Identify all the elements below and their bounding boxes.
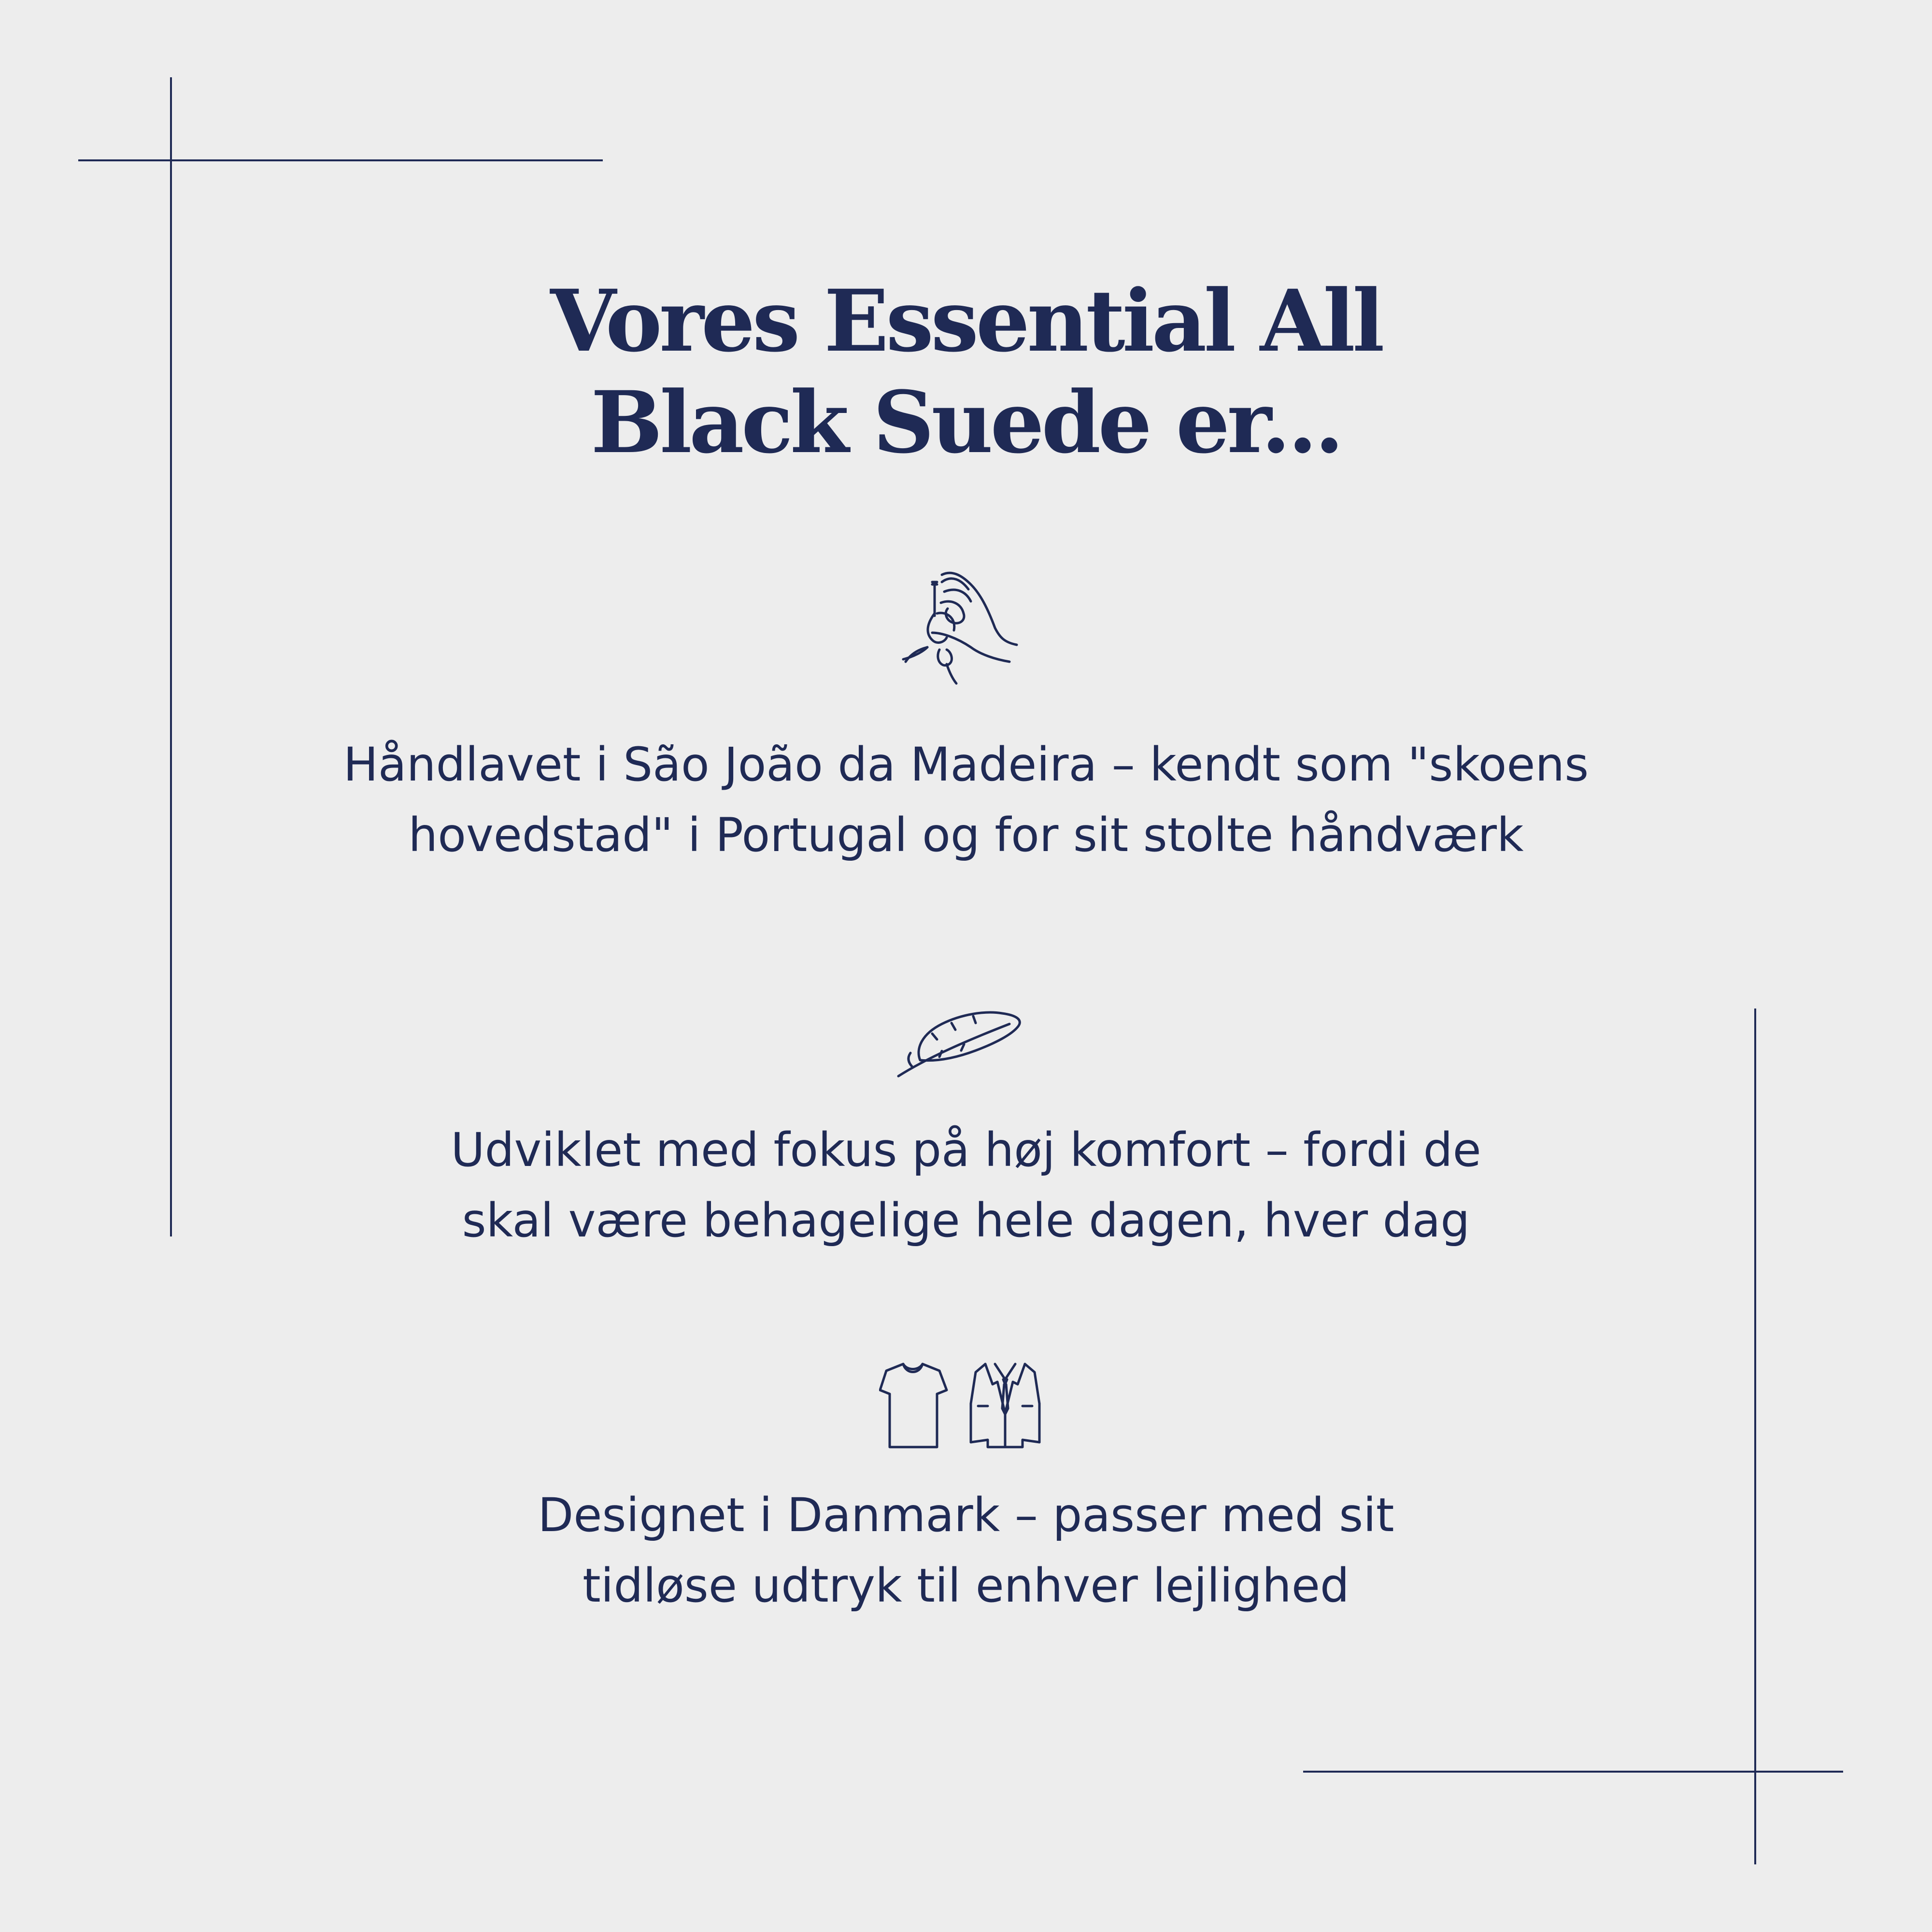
top-left-horizontal-line [78,159,603,161]
top-left-vertical-line [170,77,172,1236]
page-title [0,270,1932,473]
feature-1-text [0,729,1932,870]
feature-3-text [0,1480,1932,1621]
feature-3-line-1: Designet i Danmark – passer med sit [538,1488,1394,1542]
feature-3-line-2: tidløse udtryk til enhver lejlighed [582,1559,1350,1613]
tshirt-icon [880,1364,947,1447]
feature-2-line-1: Udviklet med fokus på høj komfort – fordi de [451,1123,1481,1177]
blazer-icon [971,1364,1039,1447]
feature-2-line-2: skal være behagelige hele dagen, hver dag [462,1193,1470,1248]
bottom-right-horizontal-line [1303,1771,1843,1773]
feather-icon [894,1005,1029,1082]
feature-2-text [0,1115,1932,1256]
title-line-1: Vores Essential All [550,271,1382,371]
title-line-2: Black Suede er... [591,372,1341,472]
needle-and-thread-hand-icon [898,565,1024,691]
feature-1-line-1: Håndlavet i São João da Madeira – kendt som "skoens [343,738,1589,792]
feature-1-line-2: hovedstad" i Portugal og for sit stolte håndværk [408,808,1524,862]
tshirt-and-blazer-icon [879,1360,1043,1452]
